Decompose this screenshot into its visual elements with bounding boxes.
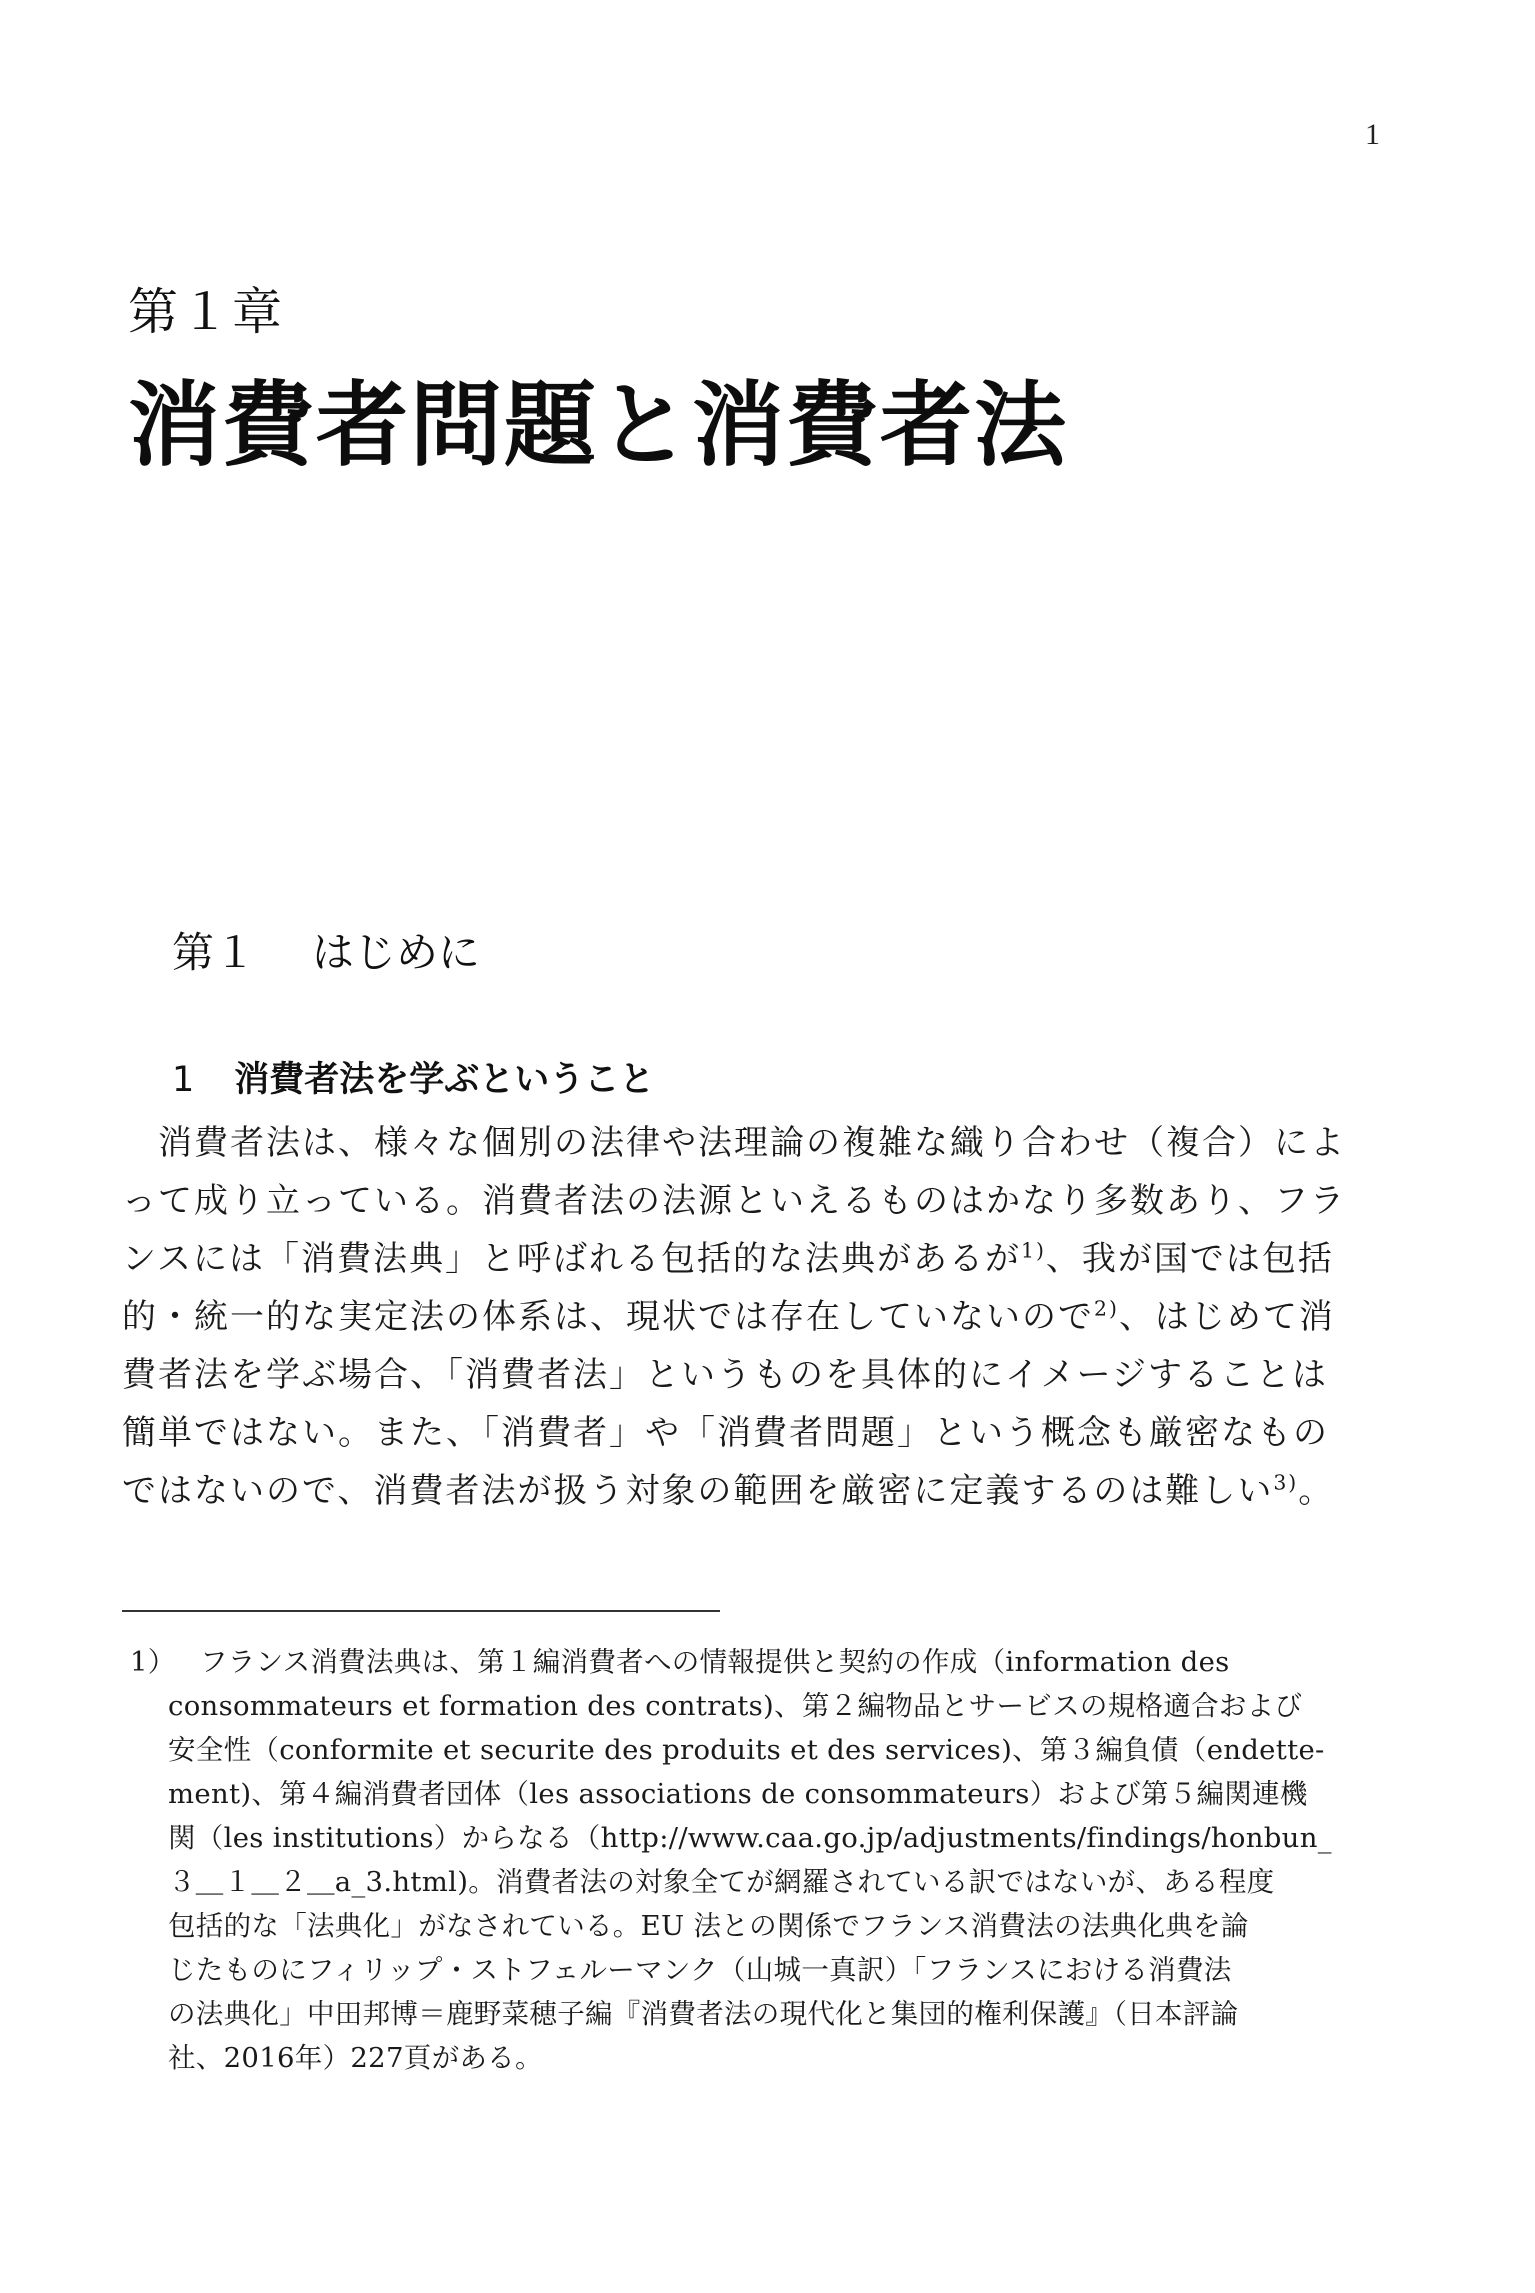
body-line-text: 、我が国では包括 — [1045, 1239, 1334, 1279]
footnote-line: ment)、第４編消費者団体（les associations de consommateurs）および第５編関連機 — [168, 1778, 1308, 1810]
section-number: 第１ — [172, 928, 257, 977]
footnote-marker: 1） — [130, 1646, 176, 1678]
body-line: 消費者法は、様々な個別の法律や法理論の複雑な織り合わせ（複合）によ — [158, 1123, 1346, 1163]
body-paragraph — [122, 1114, 1422, 1520]
section-heading — [172, 920, 480, 980]
body-line-text: ンスには「消費法典」と呼ばれる包括的な法典があるが — [122, 1239, 1021, 1279]
footnote-ref[interactable]: 3) — [1273, 1470, 1299, 1495]
footnote-line: じたものにフィリップ・ストフェルーマンク（山城一真訳）「フランスにおける消費法 — [168, 1954, 1232, 1986]
footnote-divider — [122, 1610, 720, 1612]
chapter-label: 第１章 — [128, 283, 284, 341]
footnote-ref[interactable]: 2) — [1094, 1296, 1119, 1321]
footnote-line: consommateurs et formation des contrats)、第２編物品とサービスの規格適合および — [168, 1690, 1303, 1722]
page-number: 1 — [1365, 118, 1380, 151]
footnote-line: 社、2016年）227頁がある。 — [168, 2042, 543, 2074]
body-line — [122, 1288, 1422, 1346]
footnote-ref[interactable]: 1) — [1020, 1238, 1046, 1263]
subsection-title: 消費者法を学ぶということ — [234, 1060, 655, 1100]
body-line-text: ではないので、消費者法が扱う対象の範囲を厳密に定義するのは難しい — [122, 1471, 1274, 1511]
body-line — [122, 1230, 1422, 1288]
footnote-line: の法典化」中田邦博＝鹿野菜穂子編『消費者法の現代化と集団的権利保護』（日本評論 — [168, 1998, 1239, 2030]
body-line: 簡単ではない。また、「消費者」や「消費者問題」という概念も厳密なもの — [122, 1413, 1329, 1453]
footnote-line: ３＿１＿２＿a_3.html)。消費者法の対象全てが網羅されている訳ではないが、ある程度 — [168, 1866, 1275, 1898]
footnote-line: 包括的な「法典化」がなされている。EU 法との関係でフランス消費法の法典化典を論 — [168, 1910, 1249, 1942]
body-line — [122, 1462, 1422, 1520]
footnote-line: 安全性（conformite et securite des produits et des services)、第３編負債（endette- — [168, 1734, 1325, 1766]
body-line-text: 的・統一的な実定法の体系は、現状では存在していないので — [122, 1297, 1094, 1337]
body-line-text: 。 — [1298, 1471, 1335, 1511]
footnote-text: フランス消費法典は、第１編消費者への情報提供と契約の作成（information des — [200, 1646, 1230, 1678]
footnote-line — [130, 1640, 1430, 1684]
footnote-block — [130, 1640, 1430, 2080]
chapter-title: 消費者問題と消費者法 — [128, 372, 1069, 479]
body-line: って成り立っている。消費者法の法源といえるものはかなり多数あり、フラ — [122, 1181, 1346, 1221]
subsection-heading — [172, 1052, 654, 1102]
body-line: 費者法を学ぶ場合、「消費者法」というものを具体的にイメージすることは — [122, 1355, 1328, 1395]
section-title: はじめに — [312, 928, 481, 977]
subsection-number: 1 — [172, 1060, 195, 1100]
body-line-text: 、はじめて消 — [1118, 1297, 1335, 1337]
footnote-line: 関（les institutions）からなる（http://www.caa.go.jp/adjustments/findings/honbun_ — [168, 1822, 1332, 1854]
